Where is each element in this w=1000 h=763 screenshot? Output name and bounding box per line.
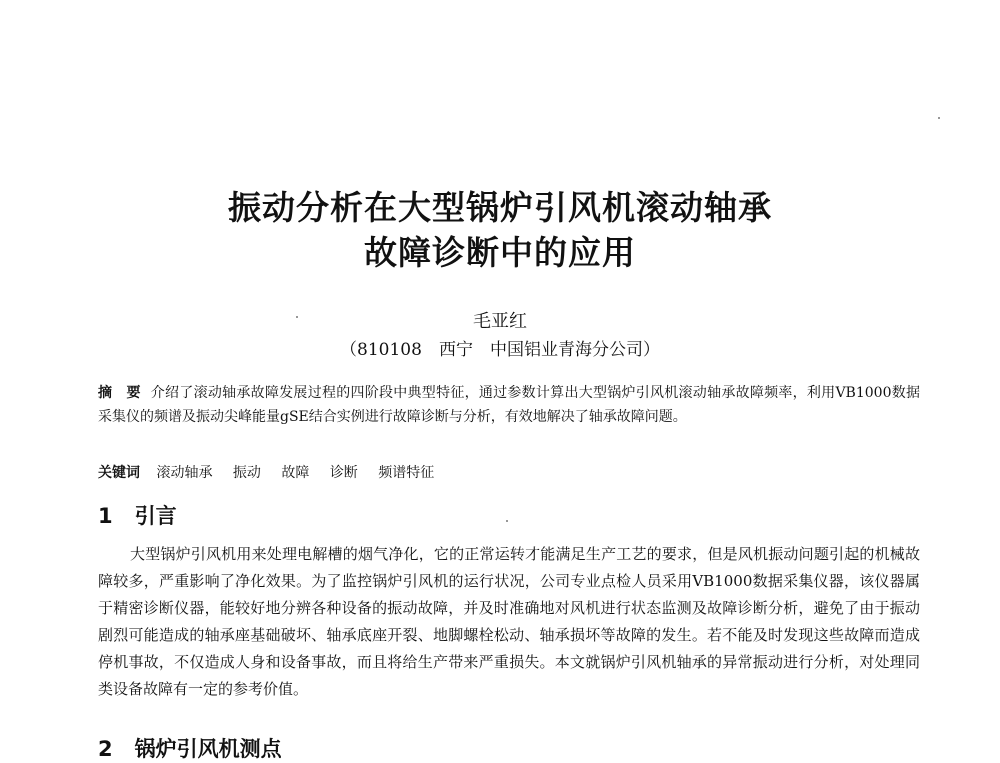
abstract-label: 摘 要 <box>98 385 141 401</box>
keyword: 故障 <box>281 465 310 481</box>
keyword: 滚动轴承 <box>156 465 213 481</box>
section-1-heading <box>98 500 177 530</box>
section-1-title: 引言 <box>134 504 177 528</box>
scan-speck <box>938 117 940 119</box>
section-2-heading <box>98 733 282 761</box>
keyword: 振动 <box>232 465 261 481</box>
section-2-number: 2 <box>98 737 113 761</box>
keyword: 诊断 <box>329 465 358 481</box>
section-1-body: 大型锅炉引风机用来处理电解槽的烟气净化，它的正常运转才能满足生产工艺的要求，但是风机振动问题引起的机械故障较多，严重影响了净化效果。为了监控锅炉引风机的运行状况，公司专业点检人员采用VB1000数据采集仪器，该仪器属于精密诊断仪器，能较好地分辨各种设备的振动故障，并及时准确地对风机进行状态监测及故障诊断分析，避免了由于振动剧烈可能造成的轴承座基础破坏、轴承底座开裂、地脚螺栓松动、轴承损坏等故障的发生。若不能及时发现这些故障而造成停机事故，不仅造成人身和设备事故，而且将给生产带来严重损失。本文就锅炉引风机轴承的异常振动进行分析，对处理同类设备故障有一定的参考价值。 <box>98 545 920 698</box>
keyword: 频谱特征 <box>378 465 435 481</box>
scan-speck <box>506 520 508 522</box>
keywords-label: 关键词 <box>98 465 140 481</box>
abstract-text: 介绍了滚动轴承故障发展过程的四阶段中典型特征，通过参数计算出大型锅炉引风机滚动轴承故障频率，利用VB1000数据采集仪的频谱及振动尖峰能量gSE结合实例进行故障诊断与分析，有效地解决了轴承故障问题。 <box>98 385 920 425</box>
abstract <box>98 381 920 429</box>
author-affiliation: （810108 西宁 中国铝业青海分公司） <box>340 340 660 360</box>
section-1-number: 1 <box>98 504 113 528</box>
paper-title-line-2: 故障诊断中的应用 <box>364 233 636 272</box>
paper-title-line-1: 振动分析在大型锅炉引风机滚动轴承 <box>228 188 772 227</box>
scan-speck <box>296 316 298 318</box>
section-2-title: 锅炉引风机测点 <box>134 737 282 761</box>
author-name: 毛亚红 <box>473 311 527 332</box>
keywords <box>98 463 920 483</box>
